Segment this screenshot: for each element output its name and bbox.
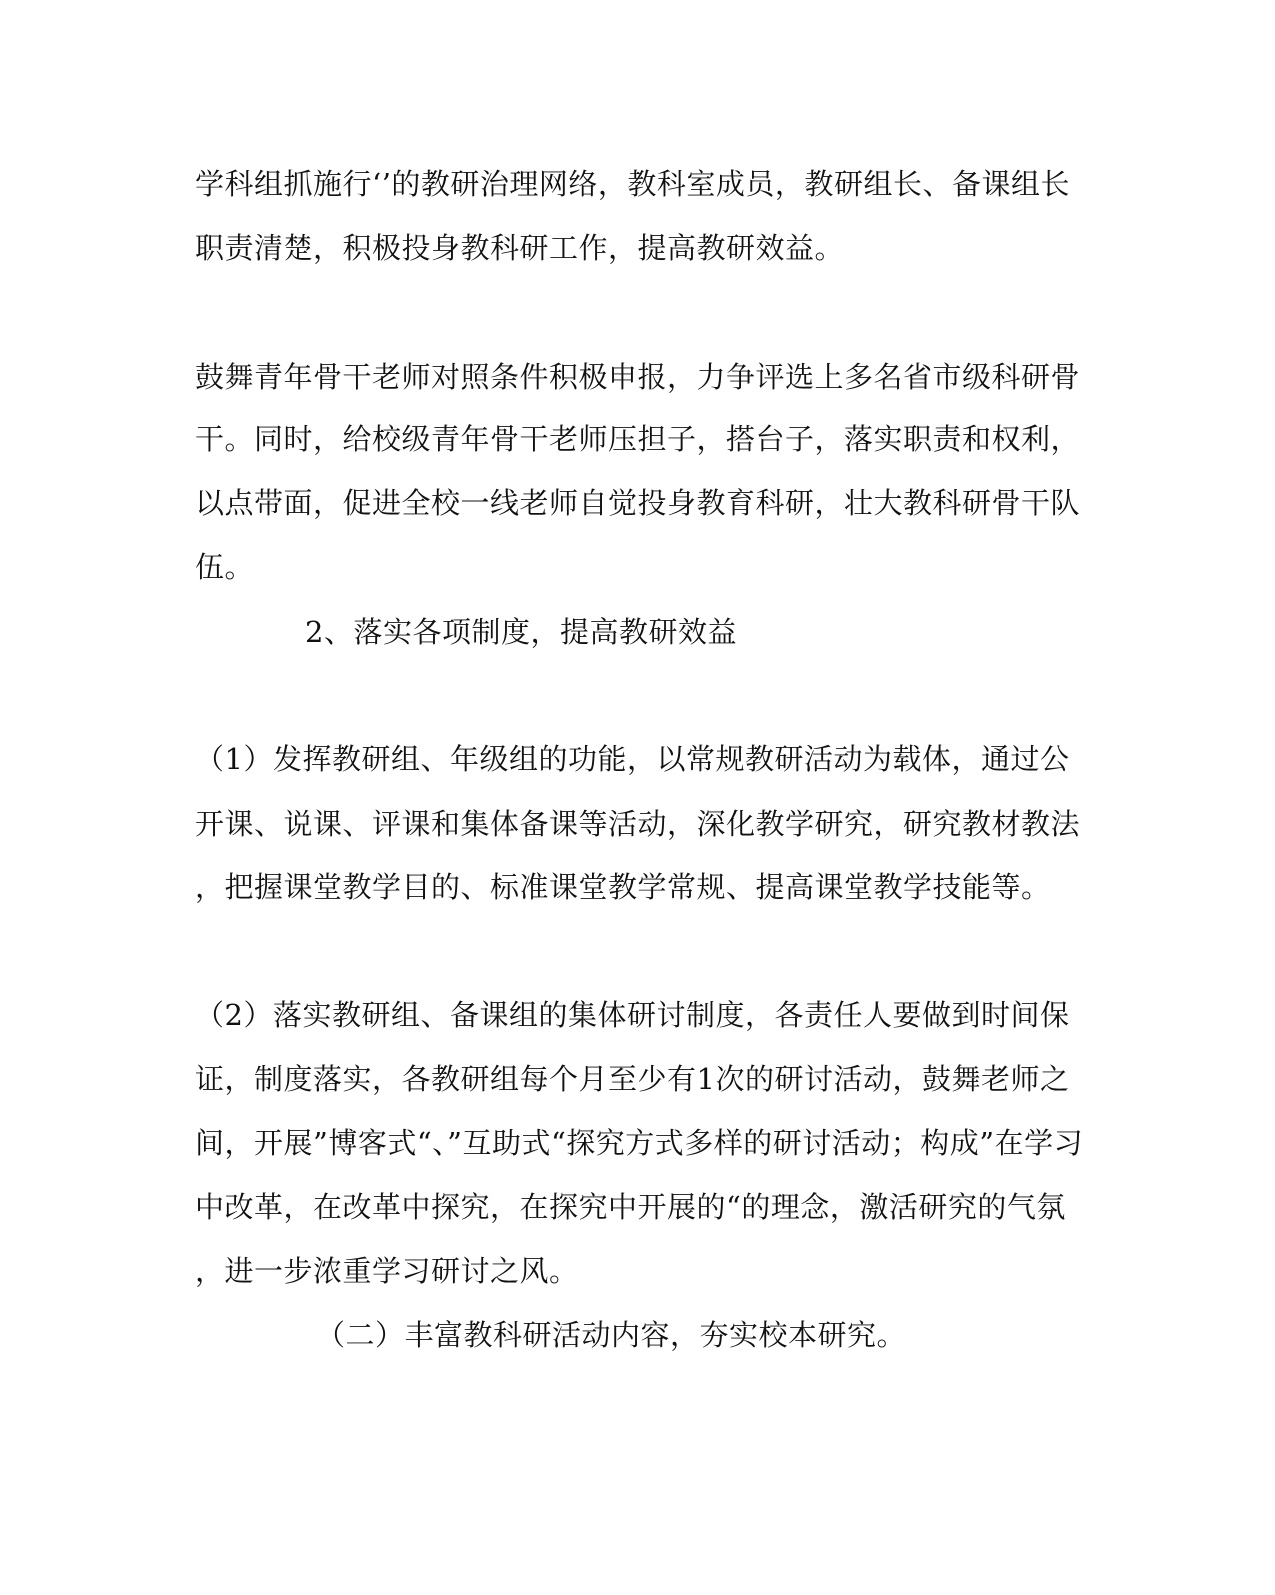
paragraph-4-line-3: 间，开展”博客式“、”互助式“探究方式多样的研讨活动；构成”在学习 [195, 1126, 1084, 1160]
paragraph-2-line-4: 伍。 [195, 550, 255, 584]
paragraph-3-line-2: 开课、说课、评课和集体备课等活动，深化教学研究，研究教材教法 [195, 807, 1081, 841]
paragraph-3-line-3: ，把握课堂教学目的、标准课堂教学常规、提高课堂教学技能等。 [195, 870, 1051, 904]
section-heading-2: 2、落实各项制度，提高教研效益 [305, 615, 737, 649]
paragraph-4-line-5: ，进一步浓重学习研讨之风。 [195, 1254, 579, 1288]
paragraph-1-line-1: 学科组抓施行‘’的教研治理网络，教科室成员，教研组长、备课组长 [195, 167, 1070, 201]
paragraph-4-line-2: 证，制度落实，各教研组每个月至少有1次的研讨活动，鼓舞老师之 [195, 1062, 1070, 1096]
paragraph-1-line-2: 职责清楚，积极投身教科研工作，提高教研效益。 [195, 231, 845, 265]
paragraph-4-line-4: 中改革，在改革中探究，在探究中开展的“的理念，激活研究的气氛 [195, 1190, 1066, 1224]
paragraph-3-line-1: （1）发挥教研组、年级组的功能，以常规教研活动为载体，通过公 [195, 742, 1070, 776]
paragraph-4-line-1: （2）落实教研组、备课组的集体研讨制度，各责任人要做到时间保 [195, 998, 1070, 1032]
paragraph-2-line-1: 鼓舞青年骨干老师对照条件积极申报，力争评选上多名省市级科研骨 [195, 360, 1081, 394]
section-heading-er: （二）丰富教科研活动内容，夯实校本研究。 [316, 1318, 907, 1352]
paragraph-2-line-3: 以点带面，促进全校一线老师自觉投身教育科研，壮大教科研骨干队 [195, 486, 1081, 520]
paragraph-2-line-2: 干。同时，给校级青年骨干老师压担子，搭台子，落实职责和权利， [195, 422, 1081, 456]
